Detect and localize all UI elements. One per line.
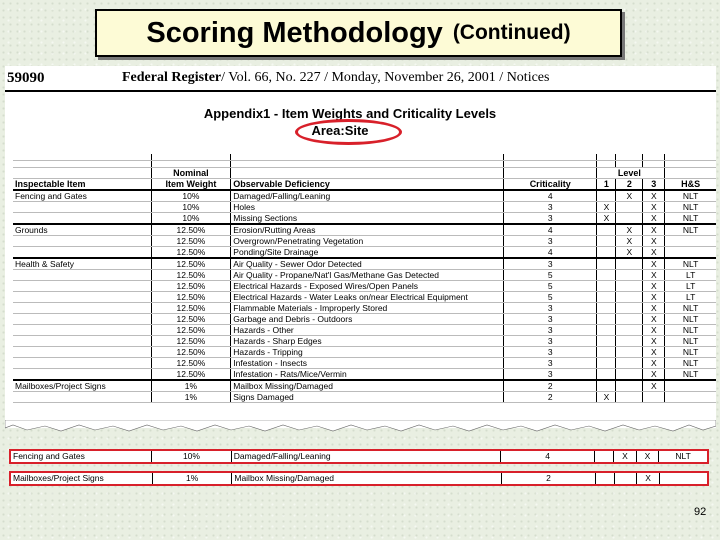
cell-weight: 12.50%	[151, 224, 231, 236]
cell-l2	[616, 270, 643, 281]
cell-l2	[616, 202, 643, 213]
cell-l2	[616, 325, 643, 336]
cell-item	[13, 358, 151, 369]
cell-deficiency: Electrical Hazards - Exposed Wires/Open Panels	[231, 281, 504, 292]
header-criticality: Criticality	[503, 179, 597, 191]
header-hs: H&S	[665, 179, 716, 191]
cell-crit: 3	[503, 202, 597, 213]
cell-l3: X	[643, 202, 665, 213]
cell-l3: X	[643, 358, 665, 369]
cell-l3: X	[643, 325, 665, 336]
cell-l1	[597, 336, 616, 347]
hl-level-3: X	[636, 451, 658, 462]
cell-item	[13, 347, 151, 358]
cell-l1: X	[597, 202, 616, 213]
cell-l3: X	[643, 336, 665, 347]
appendix-title: Appendix1 - Item Weights and Criticality Levels	[203, 106, 497, 121]
table-row	[13, 190, 716, 202]
header-nominal: Nominal	[151, 168, 231, 179]
cell-l3	[643, 392, 665, 403]
cell-deficiency: Electrical Hazards - Water Leaks on/near Electrical Equipment	[231, 292, 504, 303]
cell-l3: X	[643, 303, 665, 314]
cell-hs: NLT	[665, 190, 716, 202]
hl-criticality: 2	[502, 473, 595, 484]
cell-item	[13, 236, 151, 247]
hl-deficiency: Mailbox Missing/Damaged	[232, 473, 502, 484]
cell-l1	[597, 325, 616, 336]
register-header	[5, 70, 716, 90]
cell-weight: 12.50%	[151, 325, 231, 336]
cell-hs	[665, 392, 716, 403]
cell-item	[13, 392, 151, 403]
header-level: Level	[617, 168, 641, 178]
hl-level-2	[615, 473, 637, 484]
cell-l3: X	[643, 224, 665, 236]
cell-crit: 3	[503, 369, 597, 381]
cell-l1	[597, 190, 616, 202]
torn-edge	[5, 420, 716, 434]
cell-deficiency: Overgrown/Penetrating Vegetation	[231, 236, 504, 247]
cell-l1	[597, 369, 616, 381]
cell-weight: 1%	[151, 392, 231, 403]
header-inspectable-item: Inspectable Item	[13, 179, 151, 191]
cell-l3: X	[643, 314, 665, 325]
cell-l1	[597, 247, 616, 259]
cell-weight: 12.50%	[151, 236, 231, 247]
cell-crit: 3	[503, 336, 597, 347]
table-row	[13, 358, 716, 369]
cell-hs: NLT	[665, 258, 716, 270]
cell-deficiency: Damaged/Falling/Leaning	[231, 190, 504, 202]
slide-subtitle: (Continued)	[452, 21, 571, 44]
cell-weight: 12.50%	[151, 336, 231, 347]
hl-weight: 10%	[152, 451, 232, 462]
hl-level-1	[595, 473, 614, 484]
table-row	[13, 369, 716, 381]
hl-level-3: X	[637, 473, 659, 484]
cell-weight: 10%	[151, 190, 231, 202]
cell-item	[13, 202, 151, 213]
table-row	[13, 292, 716, 303]
table-row	[13, 380, 716, 392]
cell-l2	[616, 258, 643, 270]
table-row	[13, 236, 716, 247]
cell-item	[13, 336, 151, 347]
cell-l1	[597, 358, 616, 369]
cell-deficiency: Hazards - Sharp Edges	[231, 336, 504, 347]
cell-weight: 12.50%	[151, 369, 231, 381]
cell-hs: NLT	[665, 213, 716, 225]
cell-hs: NLT	[665, 202, 716, 213]
hl-deficiency: Damaged/Falling/Leaning	[231, 451, 501, 462]
cell-weight: 10%	[151, 213, 231, 225]
register-details: / Vol. 66, No. 227 / Monday, November 26, 2001 / Notices	[221, 70, 550, 85]
cell-l1: X	[597, 392, 616, 403]
cell-deficiency: Garbage and Debris - Outdoors	[231, 314, 504, 325]
cell-hs: NLT	[665, 224, 716, 236]
hl-item: Fencing and Gates	[11, 451, 152, 462]
cell-deficiency: Erosion/Rutting Areas	[231, 224, 504, 236]
cell-l2	[616, 303, 643, 314]
cell-hs: LT	[665, 281, 716, 292]
federal-register-excerpt	[5, 66, 716, 428]
cell-l3: X	[643, 380, 665, 392]
cell-weight: 12.50%	[151, 303, 231, 314]
cell-hs: NLT	[665, 369, 716, 381]
register-citation	[122, 70, 549, 86]
header-rule	[5, 90, 716, 92]
cell-deficiency: Hazards - Tripping	[231, 347, 504, 358]
cell-l1	[597, 347, 616, 358]
slide-page-number: 92	[694, 506, 707, 518]
cell-hs: NLT	[665, 325, 716, 336]
cell-l1	[597, 258, 616, 270]
cell-item: Grounds	[13, 224, 151, 236]
cell-hs: LT	[665, 292, 716, 303]
table-row	[13, 336, 716, 347]
cell-l3: X	[643, 292, 665, 303]
highlight-row-mailboxes	[9, 471, 709, 486]
cell-l1	[597, 270, 616, 281]
register-page-number: 59090	[7, 70, 45, 86]
cell-l1	[597, 314, 616, 325]
cell-crit: 4	[503, 224, 597, 236]
cell-crit: 3	[503, 314, 597, 325]
highlight-row-fencing	[9, 449, 709, 464]
cell-item	[13, 325, 151, 336]
header-level-2: 2	[616, 179, 643, 191]
cell-hs: NLT	[665, 314, 716, 325]
cell-l3: X	[643, 281, 665, 292]
cell-weight: 12.50%	[151, 270, 231, 281]
cell-weight: 12.50%	[151, 247, 231, 259]
cell-item	[13, 247, 151, 259]
cell-weight: 12.50%	[151, 358, 231, 369]
cell-l3: X	[643, 247, 665, 259]
cell-crit: 3	[503, 358, 597, 369]
cell-l1: X	[597, 213, 616, 225]
cell-l2	[616, 336, 643, 347]
cell-crit: 5	[503, 292, 597, 303]
register-name: Federal Register	[122, 70, 222, 85]
cell-l2	[616, 347, 643, 358]
cell-item: Health & Safety	[13, 258, 151, 270]
cell-l3: X	[643, 369, 665, 381]
cell-deficiency: Infestation - Insects	[231, 358, 504, 369]
cell-l3: X	[643, 270, 665, 281]
cell-crit: 3	[503, 236, 597, 247]
table-row	[13, 247, 716, 259]
cell-item	[13, 270, 151, 281]
cell-l2: X	[616, 224, 643, 236]
cell-item	[13, 303, 151, 314]
hl-level-2: X	[614, 451, 636, 462]
table-row	[13, 270, 716, 281]
cell-crit: 4	[503, 247, 597, 259]
cell-l3: X	[643, 236, 665, 247]
table-row	[13, 314, 716, 325]
table-row	[13, 202, 716, 213]
cell-crit: 2	[503, 392, 597, 403]
table-row	[13, 281, 716, 292]
cell-l2	[616, 392, 643, 403]
cell-crit: 3	[503, 303, 597, 314]
table-row	[13, 224, 716, 236]
cell-item: Mailboxes/Project Signs	[13, 380, 151, 392]
cell-l2	[616, 369, 643, 381]
hl-criticality: 4	[501, 451, 594, 462]
cell-l1	[597, 236, 616, 247]
cell-deficiency: Mailbox Missing/Damaged	[231, 380, 504, 392]
cell-weight: 12.50%	[151, 258, 231, 270]
header-item-weight: Item Weight	[151, 179, 231, 191]
slide-title: Scoring Methodology	[146, 16, 443, 49]
hl-hs	[659, 473, 707, 484]
cell-l3: X	[643, 258, 665, 270]
cell-hs: NLT	[665, 358, 716, 369]
hl-item: Mailboxes/Project Signs	[11, 473, 153, 484]
cell-crit: 3	[503, 347, 597, 358]
table-row	[13, 392, 716, 403]
header-observable-deficiency: Observable Deficiency	[231, 179, 504, 191]
cell-l1	[597, 292, 616, 303]
cell-weight: 12.50%	[151, 347, 231, 358]
cell-l2	[616, 314, 643, 325]
cell-weight: 10%	[151, 202, 231, 213]
table-row	[13, 303, 716, 314]
cell-hs	[665, 380, 716, 392]
cell-crit: 4	[503, 190, 597, 202]
cell-hs: NLT	[665, 303, 716, 314]
cell-l1	[597, 224, 616, 236]
cell-item	[13, 213, 151, 225]
table-row	[13, 325, 716, 336]
cell-weight: 12.50%	[151, 281, 231, 292]
cell-deficiency: Ponding/Site Drainage	[231, 247, 504, 259]
table-row	[13, 347, 716, 358]
cell-hs: NLT	[665, 336, 716, 347]
cell-weight: 1%	[151, 380, 231, 392]
cell-deficiency: Air Quality - Sewer Odor Detected	[231, 258, 504, 270]
table-row	[13, 213, 716, 225]
cell-l2: X	[616, 236, 643, 247]
cell-hs: LT	[665, 270, 716, 281]
cell-deficiency: Holes	[231, 202, 504, 213]
cell-crit: 3	[503, 258, 597, 270]
cell-l3: X	[643, 213, 665, 225]
cell-deficiency: Hazards - Other	[231, 325, 504, 336]
cell-l2: X	[616, 247, 643, 259]
item-weights-table	[13, 154, 716, 403]
cell-deficiency: Missing Sections	[231, 213, 504, 225]
cell-l2: X	[616, 190, 643, 202]
cell-weight: 12.50%	[151, 314, 231, 325]
cell-crit: 3	[503, 325, 597, 336]
cell-hs	[665, 236, 716, 247]
cell-l1	[597, 303, 616, 314]
cell-l2	[616, 213, 643, 225]
cell-deficiency: Flammable Materials - Improperly Stored	[231, 303, 504, 314]
cell-deficiency: Infestation - Rats/Mice/Vermin	[231, 369, 504, 381]
hl-level-1	[594, 451, 613, 462]
cell-hs: NLT	[665, 347, 716, 358]
cell-deficiency: Signs Damaged	[231, 392, 504, 403]
hl-weight: 1%	[153, 473, 232, 484]
cell-hs	[665, 247, 716, 259]
cell-item	[13, 292, 151, 303]
cell-l1	[597, 380, 616, 392]
area-label: Area:Site	[311, 123, 369, 138]
header-level-3: 3	[643, 179, 665, 191]
cell-crit: 2	[503, 380, 597, 392]
cell-crit: 3	[503, 213, 597, 225]
cell-l2	[616, 380, 643, 392]
area-highlight-oval	[295, 119, 402, 145]
cell-l2	[616, 358, 643, 369]
cell-l1	[597, 281, 616, 292]
cell-l3: X	[643, 190, 665, 202]
cell-l2	[616, 281, 643, 292]
table-row	[13, 258, 716, 270]
cell-deficiency: Air Quality - Propane/Nat'l Gas/Methane Gas Detected	[231, 270, 504, 281]
cell-weight: 12.50%	[151, 292, 231, 303]
cell-item: Fencing and Gates	[13, 190, 151, 202]
cell-l3: X	[643, 347, 665, 358]
hl-hs: NLT	[675, 451, 691, 461]
cell-crit: 5	[503, 281, 597, 292]
cell-l2	[616, 292, 643, 303]
cell-item	[13, 369, 151, 381]
slide-title-box	[95, 9, 622, 57]
cell-crit: 5	[503, 270, 597, 281]
cell-item	[13, 281, 151, 292]
header-level-1: 1	[597, 179, 616, 191]
cell-item	[13, 314, 151, 325]
